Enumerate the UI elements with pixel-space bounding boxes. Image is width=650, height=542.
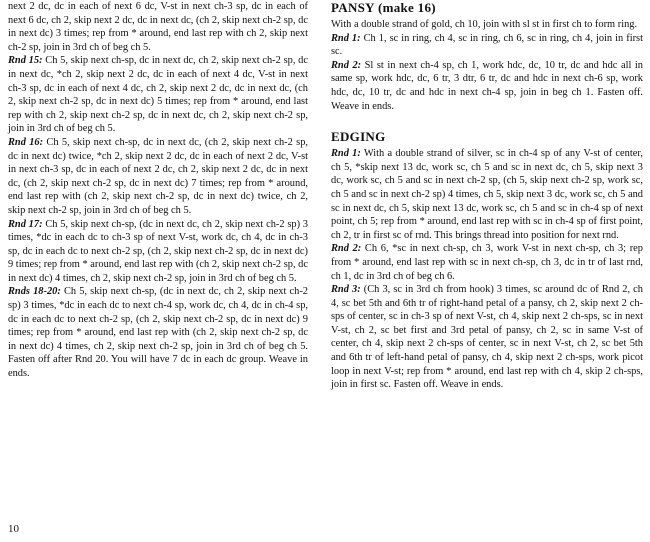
- pansy-intro: With a double strand of gold, ch 10, join with sl st in first ch to form ring.: [331, 19, 638, 30]
- round-label: Rnd 15:: [8, 55, 43, 67]
- pansy-heading: PANSY (make 16): [331, 0, 436, 15]
- round-label: Rnd 2:: [331, 243, 362, 255]
- round-text: Ch 5, skip next ch-sp, dc in next dc, (ch 2, skip next ch-2 sp, dc in next dc) twice, *ch 2, skip next 2 dc, dc in each of next 2 dc, V-st in next ch-3 sp, dc in each of next 2 dc, ch 2, skip next 2 dc, dc in next dc, (ch 2, skip next ch-2 sp, dc in next dc) 7 times; rep from * around, end last rep with (ch 2, skip next ch-2 sp, dc in next dc) twice, ch 2, skip next ch-2 sp, join in 3rd ch of beg ch 5.: [8, 136, 309, 216]
- edging-round-3: [331, 283, 643, 392]
- edging-heading: EDGING: [331, 129, 386, 145]
- pansy-round-1: [331, 32, 643, 59]
- round-text: Ch 6, *sc in next ch-sp, ch 3, work V-st in next ch-sp, ch 3; rep from * around, end last rep with sc in next ch-sp, ch 3, dc in tr of last rnd, ch 1, dc in 3rd ch of beg ch 6.: [331, 243, 643, 282]
- round-label: Rnd 1:: [331, 148, 361, 160]
- edging-round-1: [331, 147, 643, 242]
- round-label: Rnd 1:: [331, 32, 361, 44]
- round-text: With a double strand of silver, sc in ch-4 sp of any V-st of center, ch 5, *skip next 13 dc, work sc, ch 5 and sc in next dc, ch 5, skip next 3 dc, work sc, ch 5 and sc in next ch-2 sp, (ch 5, skip next ch-2 sp, work sc, ch 5 and sc in next ch-2 sp) 4 times, ch 5, skip next 3 dc, work sc, ch 5 and sc in next dc, ch 5, skip next 13 dc, work sc, ch 5 and sc in ch-4 sp of next point, ch 5; rep from * around, end last rep with sc in ch-4 sp of first point, ch 2, tr in first sc of rnd. This brings thread into position for next rnd.: [331, 148, 643, 241]
- round-16: [8, 136, 308, 218]
- round-label: Rnd 3:: [331, 284, 361, 296]
- round-15: [8, 54, 308, 136]
- round-label: Rnd 17:: [8, 218, 43, 230]
- round-text: Ch 5, skip next ch-sp, (dc in next dc, ch 2, skip next ch-2 sp) 3 times, *dc in each dc to ch-3 sp of next V-st, work dc, ch 4, dc in ch-3 sp, dc in each dc to next ch-2 sp, (ch 2, skip next ch-2 sp, dc in next dc) 9 times; rep from * around, end last rep with (ch 2, skip next ch-2 sp, dc in next dc) 4 times, ch 2, skip next ch-2 sp, join in 3rd ch of beg ch 5.: [8, 218, 309, 284]
- round-text: Ch 1, sc in ring, ch 4, sc in ring, ch 6, sc in ring, ch 4, join in first sc.: [331, 32, 643, 58]
- right-column: [331, 0, 643, 392]
- round-text: Sl st in next ch-4 sp, ch 1, work hdc, dc, 10 tr, dc and hdc all in same sp, work hdc, dc, 6 tr, 3 dtr, 6 tr, dc and hdc in next ch-6 sp, work hdc, dc, 10 tr, dc and hdc in next ch-4 sp, join in beg ch 1. Fasten off. Weave in ends.: [331, 59, 643, 112]
- round-label: Rnd 2:: [331, 59, 362, 71]
- left-column: [8, 0, 308, 381]
- round-label: Rnd 16:: [8, 136, 44, 148]
- continued-instructions: next 2 dc, dc in each of next 6 dc, V-st in next ch-3 sp, dc in each of next 6 dc, ch 2, skip next 2 dc, dc in next dc, (ch 2, skip next ch-2 sp, dc in next dc) 3 times; rep from * around, end last rep with ch 2, skip next ch-2 sp, join in 3rd ch of beg ch 5.: [8, 1, 308, 53]
- round-text: Ch 5, skip next ch-sp, (dc in next dc, ch 2, skip next ch-2 sp) 3 times, *dc in each dc to next ch-4 sp, work dc, ch 4, dc in ch-4 sp, dc in each dc to next ch-2 sp, (ch 2, skip next ch-2 sp, dc in next dc) 9 times; rep from * around, end last rep with (ch 2, skip next ch-2 sp, dc in next dc) 4 times, ch 2, skip next ch-2 sp, join in 3rd ch of beg ch 5. Fasten off after Rnd 20. You will have 7 dc in each dc group. Weave in ends.: [8, 286, 308, 380]
- round-17: [8, 218, 308, 286]
- round-text: Ch 5, skip next ch-sp, dc in next dc, ch 2, skip next ch-2 sp, dc in next dc, *ch 2, skip next 2 dc, dc in each of next 4 dc, V-st in next ch-3 sp, dc in each of next 4 dc, ch 2, skip next 2 dc, dc in next dc, (ch 2, skip next ch-2 sp, dc in next dc) 5 times; rep from * around, end last rep with ch 2, skip next ch-2 sp, dc in next dc, ch 2, skip next ch-2 sp, join in 3rd ch of beg ch 5.: [8, 55, 308, 135]
- rounds-18-20: [8, 285, 308, 380]
- round-text: (Ch 3, sc in 3rd ch from hook) 3 times, sc around dc of Rnd 2, ch 4, sc bet 5th and 6th tr of right-hand petal of a pansy, ch 2, skip next 2 ch-sps of center, sc in ch-3 sp of next V-st, ch 4, skip next 2 ch-sps, sc in next V-st, ch 2, sc bet first and 3rd petal of pansy, ch 2, sc in same V-st of center, ch 4, skip next 2 ch-sps of center, sc in next V-st, ch 2, sc bet 5th and 6th tr of left-hand petal of pansy, ch 4, skip next 2 ch-sps, work picot loop in next V-st; rep from * around, end last rep with ch 4, skip 2 ch-sps, join in first sc. Fasten off. Weave in ends.: [331, 284, 643, 391]
- round-label: Rnds 18-20:: [8, 286, 61, 298]
- pansy-round-2: [331, 59, 643, 113]
- edging-round-2: [331, 242, 643, 283]
- page-number: 10: [8, 523, 19, 535]
